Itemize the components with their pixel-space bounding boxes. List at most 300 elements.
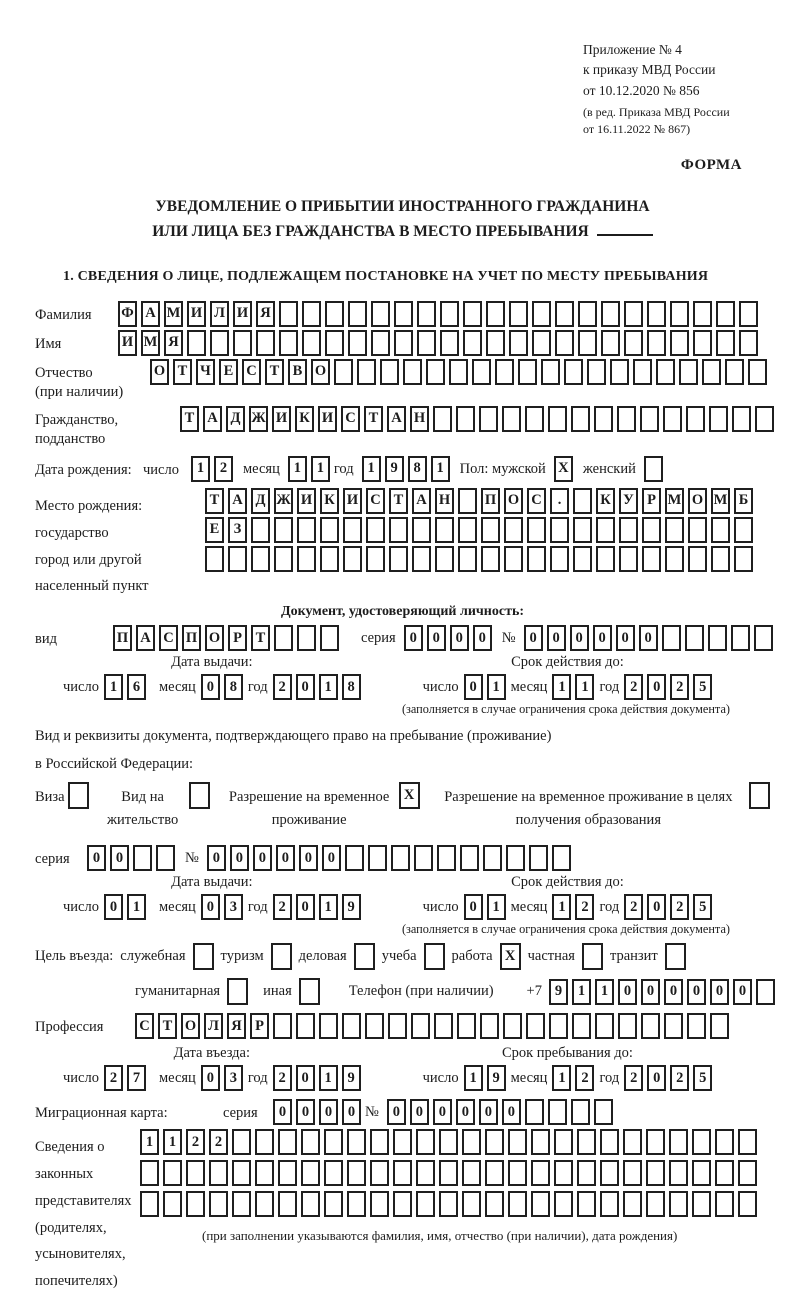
char-cell[interactable]: 1 [464,1065,483,1091]
char-cell[interactable] [525,406,544,432]
char-cell[interactable]: 7 [127,1065,146,1091]
char-cell[interactable] [414,845,433,871]
char-cell[interactable]: 0 [687,979,706,1005]
char-cell[interactable] [380,359,399,385]
char-cell[interactable] [531,1160,550,1186]
char-cell[interactable] [393,1191,412,1217]
char-cell[interactable]: 1 [362,456,381,482]
char-cell[interactable]: И [297,488,316,514]
char-cell[interactable]: 2 [575,1065,594,1091]
char-cell[interactable] [531,1191,550,1217]
char-cell[interactable] [716,301,735,327]
char-cell[interactable]: О [688,488,707,514]
char-cell[interactable] [610,359,629,385]
char-cell[interactable] [693,301,712,327]
checkbox-cell[interactable] [749,782,770,809]
char-cell[interactable] [526,1013,545,1039]
char-cell[interactable]: 1 [552,674,571,700]
char-cell[interactable]: Ж [274,488,293,514]
char-cell[interactable] [462,1160,481,1186]
char-cell[interactable]: У [619,488,638,514]
char-cell[interactable]: Р [228,625,247,651]
char-cell[interactable]: 1 [575,674,594,700]
char-cell[interactable] [301,1129,320,1155]
char-cell[interactable]: 2 [104,1065,123,1091]
char-cell[interactable] [756,979,775,1005]
char-cell[interactable]: 8 [408,456,427,482]
char-cell[interactable] [417,301,436,327]
checkbox-cell[interactable] [299,978,320,1005]
char-cell[interactable]: 0 [433,1099,452,1125]
surname-field[interactable] [118,301,758,327]
char-cell[interactable]: 3 [224,1065,243,1091]
char-cell[interactable] [573,488,592,514]
char-cell[interactable]: 1 [319,894,338,920]
char-cell[interactable] [210,330,229,356]
profession-field[interactable] [135,1013,729,1039]
char-cell[interactable] [273,1013,292,1039]
char-cell[interactable] [531,1129,550,1155]
checkbox-cell[interactable] [189,782,210,809]
char-cell[interactable] [525,1099,544,1125]
char-cell[interactable] [709,406,728,432]
char-cell[interactable] [232,1160,251,1186]
char-cell[interactable] [297,517,316,543]
char-cell[interactable] [646,1160,665,1186]
char-cell[interactable]: И [272,406,291,432]
char-cell[interactable] [670,330,689,356]
char-cell[interactable] [739,301,758,327]
char-cell[interactable]: Н [435,488,454,514]
char-cell[interactable] [163,1160,182,1186]
char-cell[interactable]: Ф [118,301,137,327]
char-cell[interactable] [416,1129,435,1155]
char-cell[interactable] [578,330,597,356]
char-cell[interactable]: Я [256,301,275,327]
purpose-business-checkbox[interactable] [354,943,375,970]
doc-issue-day[interactable] [104,674,146,700]
char-cell[interactable]: Л [204,1013,223,1039]
char-cell[interactable]: 2 [214,456,233,482]
char-cell[interactable] [342,1013,361,1039]
char-cell[interactable] [481,546,500,572]
checkbox-cell[interactable] [582,943,603,970]
doc-kind-field[interactable] [113,625,339,651]
purpose-humanitarian-checkbox[interactable] [227,978,248,1005]
char-cell[interactable] [663,406,682,432]
birth-place-row1[interactable] [205,488,753,514]
char-cell[interactable] [646,1191,665,1217]
char-cell[interactable] [435,546,454,572]
stay-year[interactable] [624,1065,712,1091]
entry-day[interactable] [104,1065,146,1091]
char-cell[interactable] [371,301,390,327]
char-cell[interactable]: 0 [502,1099,521,1125]
char-cell[interactable]: К [596,488,615,514]
char-cell[interactable]: 1 [487,894,506,920]
option-visa-checkbox[interactable] [68,782,89,809]
char-cell[interactable]: Ж [249,406,268,432]
char-cell[interactable] [389,546,408,572]
purpose-other-checkbox[interactable] [299,978,320,1005]
char-cell[interactable]: 0 [647,674,666,700]
char-cell[interactable] [440,301,459,327]
char-cell[interactable]: 0 [104,894,123,920]
char-cell[interactable]: 0 [296,674,315,700]
char-cell[interactable] [389,517,408,543]
char-cell[interactable] [388,1013,407,1039]
char-cell[interactable] [440,330,459,356]
char-cell[interactable] [320,517,339,543]
char-cell[interactable] [571,1099,590,1125]
char-cell[interactable] [600,1160,619,1186]
char-cell[interactable] [571,406,590,432]
char-cell[interactable] [669,1129,688,1155]
char-cell[interactable]: 3 [224,894,243,920]
char-cell[interactable] [297,546,316,572]
char-cell[interactable] [347,1160,366,1186]
char-cell[interactable] [302,301,321,327]
char-cell[interactable] [509,301,528,327]
char-cell[interactable] [670,301,689,327]
char-cell[interactable]: 2 [624,894,643,920]
char-cell[interactable] [665,517,684,543]
char-cell[interactable] [715,1191,734,1217]
char-cell[interactable] [232,1129,251,1155]
char-cell[interactable] [320,546,339,572]
given-name-field[interactable] [118,330,758,356]
char-cell[interactable]: С [135,1013,154,1039]
purpose-study-checkbox[interactable] [424,943,445,970]
char-cell[interactable] [550,517,569,543]
checkbox-cell[interactable] [227,978,248,1005]
char-cell[interactable] [462,1191,481,1217]
char-cell[interactable] [370,1160,389,1186]
char-cell[interactable] [618,1013,637,1039]
char-cell[interactable]: М [141,330,160,356]
char-cell[interactable] [279,301,298,327]
char-cell[interactable] [572,1013,591,1039]
char-cell[interactable] [508,1129,527,1155]
char-cell[interactable] [186,1191,205,1217]
char-cell[interactable] [325,330,344,356]
char-cell[interactable]: 9 [342,894,361,920]
char-cell[interactable] [548,1099,567,1125]
char-cell[interactable] [416,1191,435,1217]
char-cell[interactable]: Я [227,1013,246,1039]
char-cell[interactable]: Р [250,1013,269,1039]
char-cell[interactable]: 8 [342,674,361,700]
char-cell[interactable] [232,1191,251,1217]
char-cell[interactable]: 1 [572,979,591,1005]
char-cell[interactable] [412,517,431,543]
char-cell[interactable]: 5 [693,674,712,700]
char-cell[interactable] [301,1160,320,1186]
char-cell[interactable] [302,330,321,356]
char-cell[interactable] [324,1191,343,1217]
birth-year-field[interactable] [362,456,450,482]
char-cell[interactable] [345,845,364,871]
char-cell[interactable]: 0 [410,1099,429,1125]
char-cell[interactable] [549,1013,568,1039]
char-cell[interactable]: П [113,625,132,651]
char-cell[interactable]: 0 [296,1065,315,1091]
char-cell[interactable] [685,625,704,651]
purpose-official-checkbox[interactable] [193,943,214,970]
char-cell[interactable]: А [203,406,222,432]
char-cell[interactable]: 2 [186,1129,205,1155]
checkbox-cell[interactable]: X [399,782,420,809]
char-cell[interactable]: Н [410,406,429,432]
char-cell[interactable] [665,546,684,572]
char-cell[interactable]: 0 [618,979,637,1005]
char-cell[interactable] [642,517,661,543]
char-cell[interactable]: 1 [552,1065,571,1091]
char-cell[interactable]: 0 [427,625,446,651]
char-cell[interactable] [348,330,367,356]
char-cell[interactable] [411,1013,430,1039]
char-cell[interactable]: 1 [288,456,307,482]
char-cell[interactable] [564,359,583,385]
char-cell[interactable] [587,359,606,385]
char-cell[interactable]: Я [164,330,183,356]
char-cell[interactable] [463,330,482,356]
char-cell[interactable]: О [150,359,169,385]
option-residence-permit-checkbox[interactable] [189,782,210,809]
char-cell[interactable] [578,301,597,327]
char-cell[interactable] [255,1160,274,1186]
char-cell[interactable]: 5 [693,1065,712,1091]
char-cell[interactable] [710,1013,729,1039]
char-cell[interactable] [748,359,767,385]
char-cell[interactable] [343,546,362,572]
char-cell[interactable] [738,1160,757,1186]
char-cell[interactable] [647,301,666,327]
char-cell[interactable] [662,625,681,651]
char-cell[interactable]: 0 [276,845,295,871]
char-cell[interactable]: 0 [296,894,315,920]
checkbox-cell[interactable] [68,782,89,809]
entry-year[interactable] [273,1065,361,1091]
char-cell[interactable] [601,301,620,327]
char-cell[interactable]: О [311,359,330,385]
char-cell[interactable] [641,1013,660,1039]
char-cell[interactable]: И [233,301,252,327]
char-cell[interactable] [693,330,712,356]
char-cell[interactable] [279,330,298,356]
char-cell[interactable] [734,546,753,572]
char-cell[interactable]: 1 [595,979,614,1005]
char-cell[interactable] [319,1013,338,1039]
char-cell[interactable] [555,330,574,356]
char-cell[interactable] [734,517,753,543]
char-cell[interactable] [133,845,152,871]
char-cell[interactable]: 0 [273,1099,292,1125]
char-cell[interactable] [554,1160,573,1186]
char-cell[interactable]: 0 [664,979,683,1005]
checkbox-cell[interactable] [424,943,445,970]
char-cell[interactable] [434,1013,453,1039]
char-cell[interactable] [600,1129,619,1155]
char-cell[interactable]: Е [205,517,224,543]
char-cell[interactable]: 0 [464,674,483,700]
birth-day-field[interactable] [191,456,233,482]
char-cell[interactable]: Т [205,488,224,514]
char-cell[interactable] [187,330,206,356]
char-cell[interactable] [274,625,293,651]
char-cell[interactable] [439,1160,458,1186]
char-cell[interactable]: В [288,359,307,385]
char-cell[interactable] [472,359,491,385]
char-cell[interactable]: 0 [479,1099,498,1125]
char-cell[interactable] [325,301,344,327]
char-cell[interactable]: А [141,301,160,327]
stay-day[interactable] [464,1065,506,1091]
checkbox-cell[interactable]: X [500,943,521,970]
char-cell[interactable] [619,546,638,572]
char-cell[interactable] [437,845,456,871]
char-cell[interactable] [644,456,663,482]
char-cell[interactable]: Д [226,406,245,432]
char-cell[interactable] [596,517,615,543]
char-cell[interactable] [619,517,638,543]
char-cell[interactable] [738,1129,757,1155]
char-cell[interactable] [594,406,613,432]
char-cell[interactable] [416,1160,435,1186]
char-cell[interactable]: 2 [273,674,292,700]
char-cell[interactable] [485,1160,504,1186]
char-cell[interactable]: 1 [487,674,506,700]
char-cell[interactable] [541,359,560,385]
char-cell[interactable]: 2 [624,1065,643,1091]
residence-issue-day[interactable] [104,894,146,920]
char-cell[interactable]: 6 [127,674,146,700]
char-cell[interactable] [205,546,224,572]
char-cell[interactable]: 0 [616,625,635,651]
sex-female-checkbox[interactable] [644,456,663,482]
char-cell[interactable]: 0 [387,1099,406,1125]
char-cell[interactable]: 8 [224,674,243,700]
char-cell[interactable] [233,330,252,356]
char-cell[interactable] [687,1013,706,1039]
char-cell[interactable] [456,406,475,432]
char-cell[interactable] [555,301,574,327]
char-cell[interactable] [506,845,525,871]
representatives-row1[interactable] [140,1129,757,1155]
char-cell[interactable]: 0 [647,894,666,920]
char-cell[interactable] [702,359,721,385]
char-cell[interactable] [209,1160,228,1186]
char-cell[interactable] [297,625,316,651]
char-cell[interactable] [366,546,385,572]
char-cell[interactable] [669,1160,688,1186]
char-cell[interactable] [426,359,445,385]
birth-place-row3[interactable] [205,546,753,572]
char-cell[interactable] [163,1191,182,1217]
char-cell[interactable] [457,1013,476,1039]
char-cell[interactable] [595,1013,614,1039]
char-cell[interactable] [393,1160,412,1186]
char-cell[interactable] [186,1160,205,1186]
char-cell[interactable] [732,406,751,432]
char-cell[interactable]: А [387,406,406,432]
char-cell[interactable]: 1 [140,1129,159,1155]
char-cell[interactable] [577,1191,596,1217]
char-cell[interactable]: 0 [201,894,220,920]
char-cell[interactable] [577,1160,596,1186]
char-cell[interactable] [486,301,505,327]
residence-series-field[interactable] [87,845,175,871]
char-cell[interactable]: С [341,406,360,432]
char-cell[interactable] [255,1191,274,1217]
char-cell[interactable]: И [118,330,137,356]
char-cell[interactable] [617,406,636,432]
char-cell[interactable] [554,1129,573,1155]
residence-valid-day[interactable] [464,894,506,920]
char-cell[interactable] [623,1160,642,1186]
citizenship-field[interactable] [180,406,774,432]
char-cell[interactable] [412,546,431,572]
char-cell[interactable] [527,546,546,572]
char-cell[interactable]: С [159,625,178,651]
doc-valid-year[interactable] [624,674,712,700]
char-cell[interactable]: 0 [201,674,220,700]
char-cell[interactable]: 0 [639,625,658,651]
char-cell[interactable] [483,845,502,871]
char-cell[interactable]: Т [364,406,383,432]
doc-number-field[interactable] [524,625,773,651]
char-cell[interactable]: П [182,625,201,651]
char-cell[interactable] [504,517,523,543]
char-cell[interactable] [251,517,270,543]
char-cell[interactable] [679,359,698,385]
char-cell[interactable] [371,330,390,356]
char-cell[interactable] [251,546,270,572]
char-cell[interactable] [481,517,500,543]
migration-number-field[interactable] [387,1099,613,1125]
char-cell[interactable] [664,1013,683,1039]
char-cell[interactable]: 2 [670,674,689,700]
char-cell[interactable] [550,546,569,572]
char-cell[interactable] [324,1160,343,1186]
birth-month-field[interactable] [288,456,330,482]
char-cell[interactable] [508,1160,527,1186]
char-cell[interactable]: Ч [196,359,215,385]
char-cell[interactable] [393,1129,412,1155]
char-cell[interactable] [623,1191,642,1217]
char-cell[interactable] [357,359,376,385]
char-cell[interactable] [347,1191,366,1217]
char-cell[interactable]: О [504,488,523,514]
char-cell[interactable] [755,406,774,432]
char-cell[interactable] [495,359,514,385]
char-cell[interactable]: С [527,488,546,514]
representatives-row2[interactable] [140,1160,757,1186]
char-cell[interactable]: 1 [191,456,210,482]
char-cell[interactable]: 1 [163,1129,182,1155]
char-cell[interactable]: Т [158,1013,177,1039]
char-cell[interactable]: 0 [570,625,589,651]
char-cell[interactable] [596,546,615,572]
option-temp-residence-education-checkbox[interactable] [749,782,770,809]
doc-valid-month[interactable] [552,674,594,700]
char-cell[interactable] [439,1129,458,1155]
char-cell[interactable] [458,517,477,543]
char-cell[interactable] [738,1191,757,1217]
char-cell[interactable] [624,330,643,356]
char-cell[interactable] [486,330,505,356]
char-cell[interactable] [692,1129,711,1155]
